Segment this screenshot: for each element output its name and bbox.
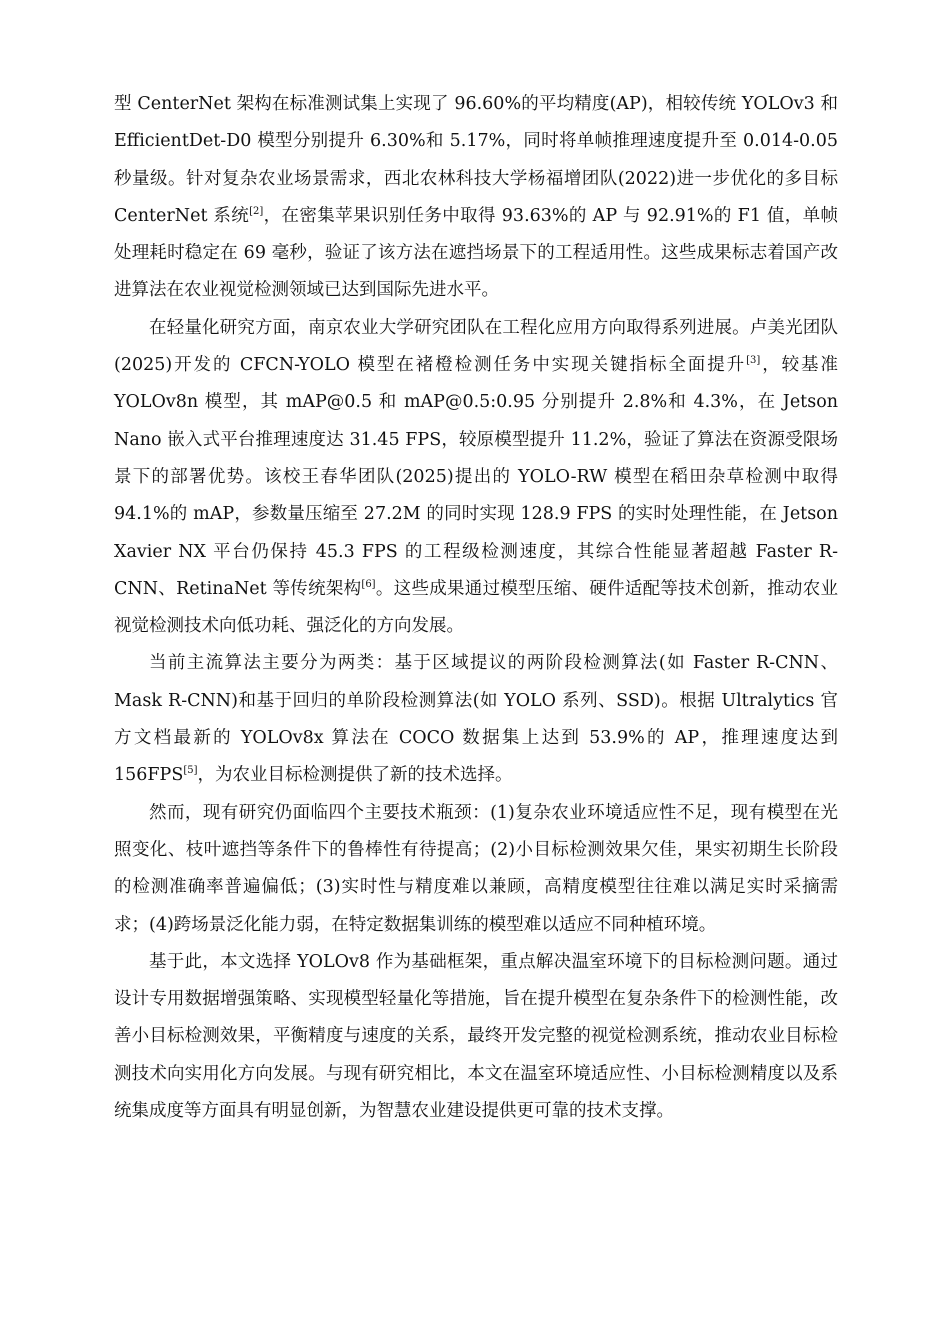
paragraph-3-text-a: 当前主流算法主要分为两类：基于区域提议的两阶段检测算法(如 Faster R-CNN、Mask R-CNN)和基于回归的单阶段检测算法(如 YOLO 系列、SSD)。根据 Ultralytics 官方文档最新的 YOLOv8x 算法在 COCO 数据集上达到 53.9%的 AP，推理速度达到 156FPS [114, 653, 838, 786]
citation-5: [5] [183, 765, 198, 777]
paragraph-2-text-a: 在轻量化研究方面，南京农业大学研究团队在工程化应用方向取得系列进展。卢美光团队(2025)开发的 CFCN-YOLO 模型在褚橙检测任务中实现关键指标全面提升 [114, 317, 838, 376]
citation-6: [6] [361, 578, 376, 590]
citation-2: [2] [249, 205, 264, 217]
paragraph-5-text: 基于此，本文选择 YOLOv8 作为基础框架，重点解决温室环境下的目标检测问题。通过设计专用数据增强策略、实现模型轻量化等措施，旨在提升模型在复杂条件下的检测性能，改善小目标检测效果，平衡精度与速度的关系，最终开发完整的视觉检测系统，推动农业目标检测技术向实用化方向发展。与现有研究相比，本文在温室环境适应性、小目标检测精度以及系统集成度等方面具有明显创新，为智慧农业建设提供更可靠的技术支撑。 [114, 951, 838, 1122]
body-text [114, 86, 838, 1130]
paragraph-3-text-b: ，为农业目标检测提供了新的技术选择。 [197, 765, 513, 786]
paragraph-2-text-b: ，较基准 YOLOv8n 模型，其 mAP@0.5 和 mAP@0.5:0.95 分别提升 2.8%和 4.3%，在 Jetson Nano 嵌入式平台推理速度达 31.45 FPS，较原模型提升 11.2%，验证了算法在资源受限场景下的部署优势。该校王春华团队(2025)提出的 YOLO-RW 模型在稻田杂草检测中取得 94.1%的 mAP，参数量压缩至 27.2M 的同时实现 128.9 FPS 的实时处理性能，在 Jetson Xavier NX 平台仍保持 45.3 FPS 的工程级检测速度，其综合性能显著超越 Faster R-CNN、RetinaNet 等传统架构 [114, 355, 838, 599]
paragraph-3 [114, 645, 838, 794]
paragraph-4 [114, 795, 838, 944]
paragraph-1-text-a: 型 CenterNet 架构在标准测试集上实现了 96.60%的平均精度(AP)，相较传统 YOLOv3 和 EfficientDet-D0 模型分别提升 6.30%和 5.17%，同时将单帧推理速度提升至 0.014-0.05 秒量级。针对复杂农业场景需求，西北农林科技大学杨福增团队(2022)进一步优化的多目标 CenterNet 系统 [114, 94, 838, 226]
paragraph-2-text-c: 。这些成果通过模型压缩、硬件适配等技术创新，推动农业视觉检测技术向低功耗、强泛化的方向发展。 [114, 578, 838, 637]
paragraph-1 [114, 86, 838, 310]
paragraph-4-text: 然而，现有研究仍面临四个主要技术瓶颈：(1)复杂农业环境适应性不足，现有模型在光照变化、枝叶遮挡等条件下的鲁棒性有待提高；(2)小目标检测效果欠佳，果实初期生长阶段的检测准确率普遍偏低；(3)实时性与精度难以兼顾，高精度模型往往难以满足实时采摘需求；(4)跨场景泛化能力弱，在特定数据集训练的模型难以适应不同种植环境。 [114, 802, 838, 935]
paragraph-1-text-b: ，在密集苹果识别任务中取得 93.63%的 AP 与 92.91%的 F1 值，单帧处理耗时稳定在 69 毫秒，验证了该方法在遮挡场景下的工程适用性。这些成果标志着国产改进算法在农业视觉检测领域已达到国际先进水平。 [114, 205, 838, 301]
paragraph-2 [114, 310, 838, 646]
citation-3: [3] [746, 355, 761, 367]
paragraph-5 [114, 944, 838, 1130]
